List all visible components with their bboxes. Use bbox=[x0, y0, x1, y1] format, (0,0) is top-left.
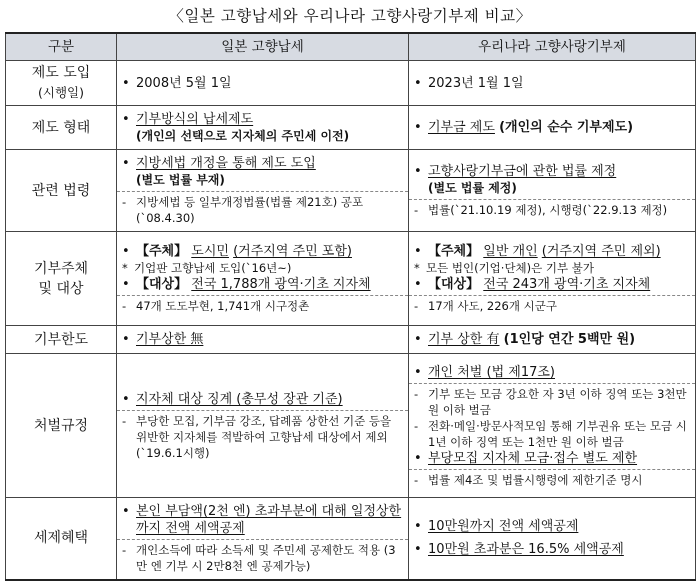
cell-text: 지방세법 개정을 통해 제도 도입 bbox=[136, 156, 316, 171]
bullet-icon: • bbox=[122, 391, 130, 407]
row-donor bbox=[6, 232, 696, 326]
row-label-donor bbox=[6, 232, 117, 326]
dash-icon: - bbox=[122, 195, 127, 209]
divider bbox=[117, 295, 408, 296]
korea-law-cell bbox=[409, 150, 696, 232]
korea-penalty-cell bbox=[409, 354, 696, 498]
subject-tag: 【주체】 bbox=[136, 244, 188, 259]
cell-detail-text: 개인소득에 따라 소득세 및 주민세 공제한도 적용 (3만 엔 기부 시 2만8천 엔 공제가능) bbox=[136, 542, 396, 573]
bullet-icon: • bbox=[414, 164, 422, 179]
cell-text: 기부 상한 有 bbox=[428, 332, 500, 347]
korea-donor-cell bbox=[409, 232, 696, 326]
comparison-table bbox=[5, 32, 696, 581]
cell-detail-text: 법률(`21.10.19 제정), 시행령(`22.9.13 제정) bbox=[428, 203, 668, 217]
japan-limit-cell bbox=[117, 326, 409, 354]
bullet-icon: • bbox=[122, 503, 130, 519]
cell-bold-text: (개인의 선택으로 지자체의 주민세 이전) bbox=[136, 128, 350, 143]
cell-detail-text: 지방세법 등 일부개정법률(법률 제21호) 공포 (`08.4.30) bbox=[136, 195, 364, 225]
cell-detail-text: 모든 법인(기업·단체)은 기부 불가 bbox=[426, 261, 595, 275]
korea-form-cell bbox=[409, 106, 696, 150]
cell-bold-text: (별도 법률 부재) bbox=[136, 173, 225, 187]
bullet-icon: • bbox=[414, 75, 422, 91]
bullet-icon: • bbox=[414, 519, 422, 535]
row-label-penalty: 처벌규정 bbox=[6, 354, 117, 498]
cell-detail-text: 전화·메일·방문사적모임 통해 기부권유 또는 모금 시 1년 이하 징역 또는 1천만 원 이하 벌금 bbox=[428, 418, 687, 449]
divider bbox=[117, 410, 408, 411]
row-intro bbox=[6, 61, 696, 106]
row-label-limit: 기부한도 bbox=[6, 326, 117, 354]
header-category: 구분 bbox=[6, 33, 117, 61]
bullet-icon: • bbox=[122, 332, 130, 347]
bullet-icon: • bbox=[414, 277, 422, 292]
row-label-line: (시행일) bbox=[38, 85, 84, 100]
japan-intro-cell bbox=[117, 61, 409, 106]
cell-detail-text: 부당한 모집, 기부금 강조, 답례품 상한선 기준 등을 위반한 지자체를 적발하여 고향납세 대상에서 제외 (`19.6.1시행) bbox=[136, 413, 392, 460]
header-korea: 우리나라 고향사랑기부제 bbox=[409, 33, 696, 61]
target-tag: 【대상】 bbox=[428, 277, 480, 292]
subject-tag: 【주체】 bbox=[428, 244, 480, 259]
divider bbox=[409, 383, 695, 384]
cell-detail-text: 17개 사도, 226개 시군구 bbox=[428, 299, 557, 313]
cell-bold-text: (별도 법률 제정) bbox=[428, 181, 517, 195]
cell-text: (거주지역 주민 제외) bbox=[541, 244, 661, 259]
japan-tax-cell bbox=[117, 498, 409, 580]
page-title: 〈일본 고향납세와 우리나라 고향사랑기부제 비교〉 bbox=[168, 7, 532, 25]
cell-text: 전국 243개 광역·기초 지자체 bbox=[483, 277, 651, 292]
cell-detail-text: 47개 도도부현, 1,741개 시구정촌 bbox=[136, 299, 310, 313]
dash-icon: - bbox=[122, 413, 127, 428]
row-label-intro bbox=[6, 61, 117, 106]
row-label-line: 제도 도입 bbox=[31, 65, 91, 81]
bullet-icon: • bbox=[414, 450, 422, 466]
cell-text: 본인 부담액(2천 엔) 초과부분에 대해 일정상한까지 전액 세액공제 bbox=[136, 503, 402, 536]
header-row bbox=[6, 33, 696, 61]
korea-tax-cell bbox=[409, 498, 696, 580]
korea-limit-cell bbox=[409, 326, 696, 354]
dash-icon: - bbox=[414, 203, 419, 217]
cell-detail-text: 법률 제4조 및 법률시행령에 제한기준 명시 bbox=[428, 472, 643, 487]
divider bbox=[117, 191, 408, 192]
cell-text: 기부상한 無 bbox=[136, 332, 204, 347]
cell-detail-text: 기업판 고향납세 도입(`16년~) bbox=[134, 261, 292, 275]
cell-text: 기부금 제도 bbox=[428, 120, 495, 135]
cell-text: 2008년 5월 1일 bbox=[136, 75, 232, 91]
cell-text: 기부방식의 납세제도 bbox=[136, 111, 254, 127]
row-label-tax: 세제혜택 bbox=[6, 498, 117, 580]
bullet-icon: • bbox=[122, 156, 130, 171]
cell-text: 지자체 대상 징계 (총무성 장관 기준) bbox=[136, 391, 343, 407]
cell-text: (거주지역 주민 포함) bbox=[233, 244, 352, 259]
row-tax bbox=[6, 498, 696, 580]
cell-text: 10만원까지 전액 세액공제 bbox=[428, 519, 579, 535]
bullet-icon: • bbox=[122, 277, 130, 292]
cell-detail-text: 기부 또는 모금 강요한 자 3년 이하 징역 또는 3천만 원 이하 벌금 bbox=[428, 386, 687, 417]
row-label-line: 기부주체 bbox=[33, 260, 89, 277]
divider bbox=[409, 469, 695, 470]
dash-icon: - bbox=[414, 386, 419, 401]
bullet-icon: • bbox=[122, 111, 130, 127]
row-law bbox=[6, 150, 696, 232]
target-tag: 【대상】 bbox=[136, 277, 188, 292]
divider bbox=[117, 539, 408, 540]
cell-bold-text: (1인당 연간 5백만 원) bbox=[503, 332, 636, 347]
cell-text: 고향사랑기부금에 관한 법률 제정 bbox=[428, 164, 617, 179]
dash-icon: - bbox=[414, 299, 419, 313]
bullet-icon: • bbox=[122, 244, 130, 259]
divider bbox=[409, 199, 695, 200]
row-limit bbox=[6, 326, 696, 354]
row-label-form: 제도 형태 bbox=[6, 106, 117, 150]
dash-icon: - bbox=[122, 299, 127, 313]
divider bbox=[409, 295, 695, 296]
japan-law-cell bbox=[117, 150, 409, 232]
row-form bbox=[6, 106, 696, 150]
bullet-icon: • bbox=[414, 332, 422, 347]
header-japan: 일본 고향납세 bbox=[117, 33, 409, 61]
row-label-law: 관련 법령 bbox=[6, 150, 117, 232]
asterisk-icon: * bbox=[414, 261, 420, 275]
bullet-icon: • bbox=[414, 244, 422, 259]
cell-text: 2023년 1월 1일 bbox=[428, 75, 524, 91]
cell-text: 개인 처벌 (법 제17조) bbox=[428, 364, 555, 380]
dash-icon: - bbox=[414, 418, 419, 433]
cell-text: 일반 개인 bbox=[483, 244, 538, 259]
cell-text: 전국 1,788개 광역·기초 지자체 bbox=[191, 277, 371, 292]
korea-intro-cell bbox=[409, 61, 696, 106]
bullet-icon: • bbox=[414, 120, 422, 135]
cell-text: 도시민 bbox=[191, 244, 229, 259]
dash-icon: - bbox=[122, 542, 127, 557]
bullet-icon: • bbox=[122, 75, 130, 91]
row-label-line: 및 대상 bbox=[38, 280, 84, 297]
bullet-icon: • bbox=[414, 542, 422, 558]
japan-penalty-cell bbox=[117, 354, 409, 498]
cell-text: 부당모집 지자체 모금·접수 별도 제한 bbox=[428, 450, 638, 466]
japan-donor-cell bbox=[117, 232, 409, 326]
bullet-icon: • bbox=[414, 364, 422, 380]
cell-bold-text: (개인의 순수 기부제도) bbox=[499, 120, 634, 135]
asterisk-icon: * bbox=[122, 261, 128, 275]
dash-icon: - bbox=[414, 472, 419, 487]
row-penalty bbox=[6, 354, 696, 498]
japan-form-cell bbox=[117, 106, 409, 150]
cell-text: 10만원 초과분은 16.5% 세액공제 bbox=[428, 542, 624, 558]
